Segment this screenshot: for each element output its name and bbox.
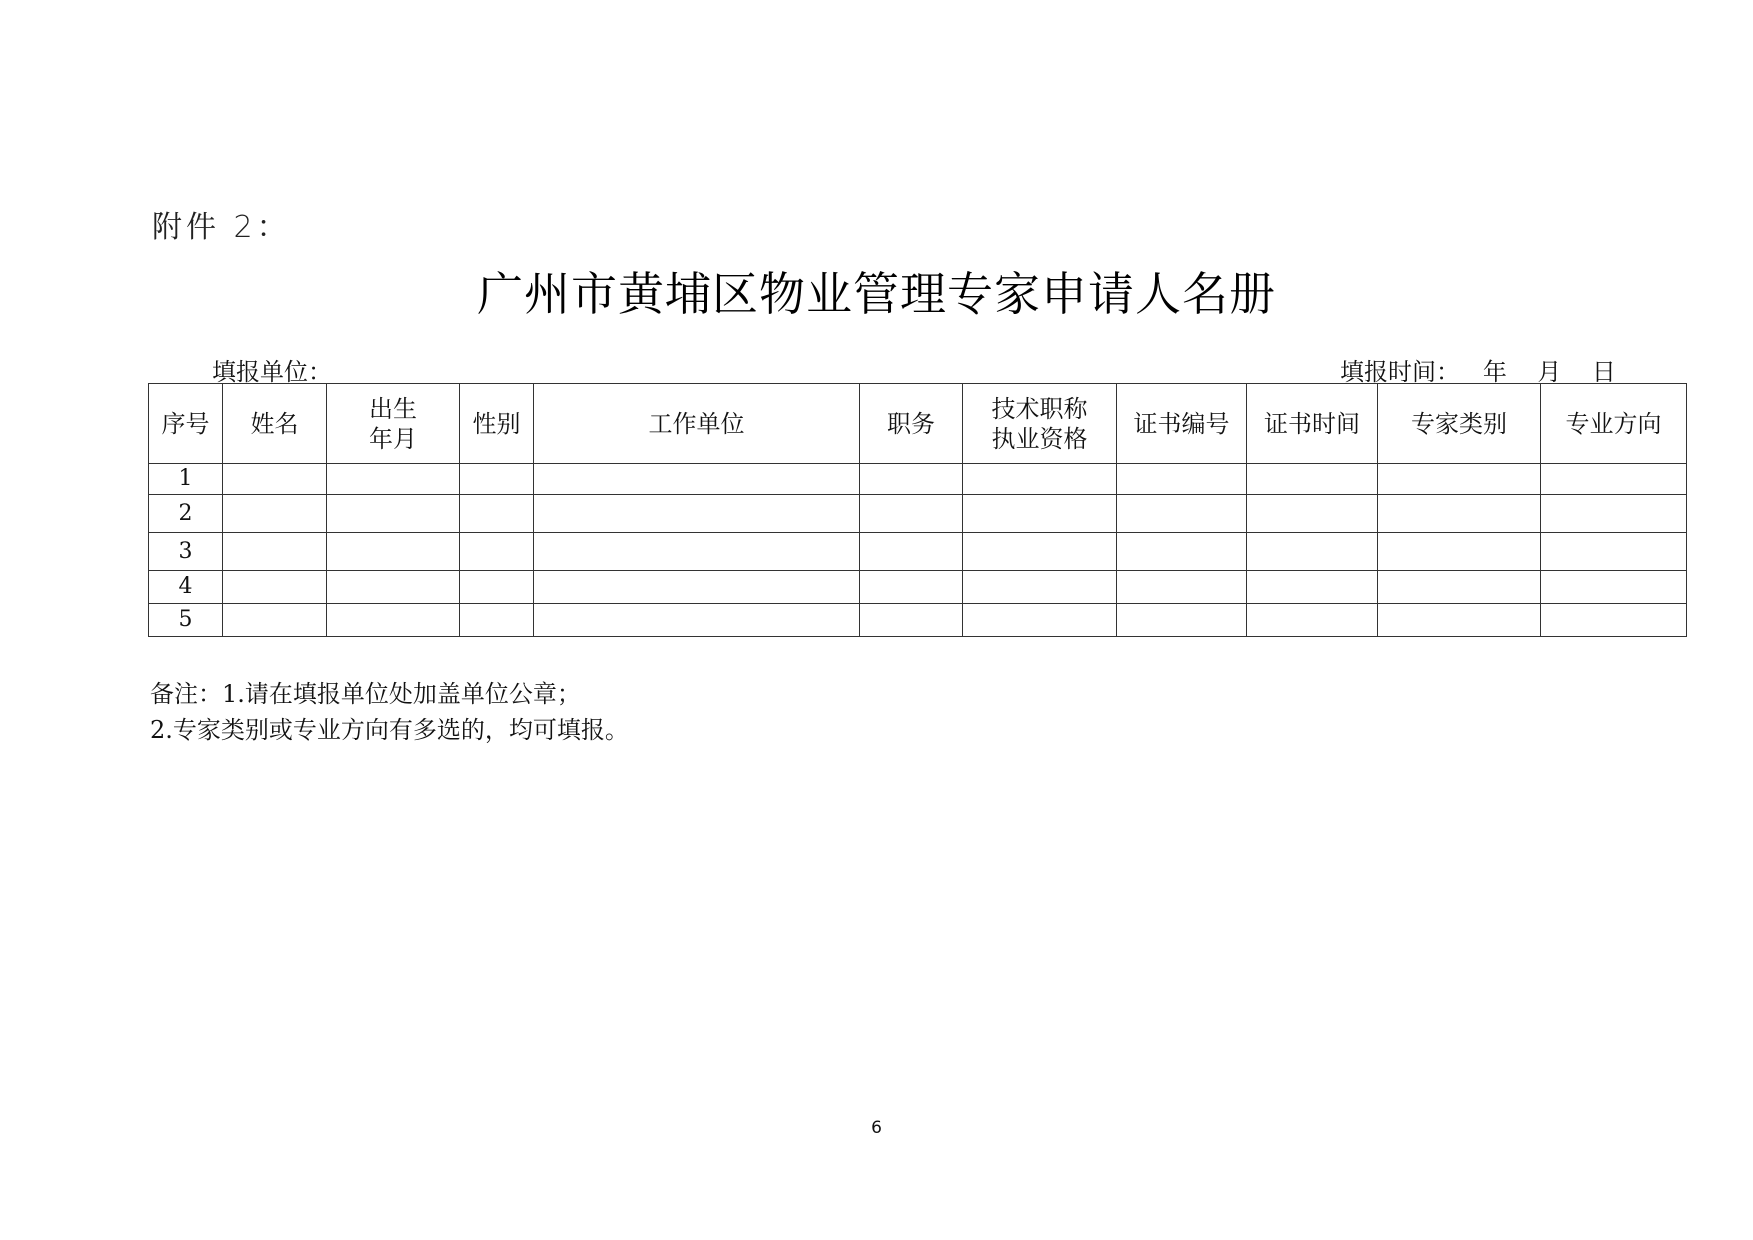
table-cell [223,571,327,604]
table-cell [534,495,860,533]
note-line-1: 备注：1.请在填报单位处加盖单位公章； [150,680,581,708]
table-cell [1247,533,1378,571]
header-cell: 姓名 [223,384,327,464]
row-number: 1 [149,464,223,495]
table-cell [1378,533,1541,571]
table-cell [860,464,963,495]
table-cell [1247,464,1378,495]
table-cell [327,571,460,604]
table-cell [534,571,860,604]
table-header-row [149,384,1687,464]
table-cell [963,571,1117,604]
table-cell [860,495,963,533]
table-row [149,571,1687,604]
table-cell [1117,464,1247,495]
note-line-2: 2.专家类别或专业方向有多选的，均可填报。 [150,716,629,744]
table-cell [963,464,1117,495]
page-number: 6 [871,1118,882,1138]
table-cell [860,571,963,604]
table-cell [1378,571,1541,604]
table-cell [963,604,1117,637]
header-cell: 证书时间 [1247,384,1378,464]
table-cell [1247,604,1378,637]
header-cell: 工作单位 [534,384,860,464]
table-cell [460,604,534,637]
table-cell [534,604,860,637]
table-cell [1117,533,1247,571]
table-cell [327,495,460,533]
row-number: 5 [149,604,223,637]
table-cell [1378,604,1541,637]
table-row [149,464,1687,495]
attachment-label: 附件 2： [152,210,291,245]
table-cell [1541,464,1687,495]
header-cell: 专家类别 [1378,384,1541,464]
table-cell [860,604,963,637]
table-cell [460,533,534,571]
applicant-roster-table [148,383,1687,637]
header-cell: 出生 年月 [327,384,460,464]
header-cell: 证书编号 [1117,384,1247,464]
table-cell [1541,604,1687,637]
table-cell [534,533,860,571]
fill-date-label: 填报时间： 年 月 日 [1340,358,1616,386]
table-cell [223,533,327,571]
table-cell [534,464,860,495]
table-cell [963,495,1117,533]
row-number: 4 [149,571,223,604]
table-cell [223,604,327,637]
table-cell [963,533,1117,571]
table-row [149,533,1687,571]
header-cell: 技术职称 执业资格 [963,384,1117,464]
table-cell [460,571,534,604]
header-cell: 序号 [149,384,223,464]
table-row [149,495,1687,533]
table-row [149,604,1687,637]
notes [150,676,629,748]
table-cell [1541,533,1687,571]
row-number: 3 [149,533,223,571]
header-cell: 专业方向 [1541,384,1687,464]
table-cell [1541,571,1687,604]
row-number: 2 [149,495,223,533]
table-cell [1378,495,1541,533]
table-cell [1117,571,1247,604]
table-cell [327,533,460,571]
table-cell [460,495,534,533]
table-cell [1378,464,1541,495]
fill-unit-label: 填报单位： [212,358,332,386]
table-cell [1247,571,1378,604]
header-cell: 职务 [860,384,963,464]
table-cell [1541,495,1687,533]
table-cell [223,495,327,533]
table-cell [1117,495,1247,533]
table-cell [860,533,963,571]
table-cell [1247,495,1378,533]
table-cell [460,464,534,495]
table-cell [223,464,327,495]
table-cell [1117,604,1247,637]
table-cell [327,464,460,495]
header-cell: 性别 [460,384,534,464]
document-title: 广州市黄埔区物业管理专家申请人名册 [477,267,1276,321]
table-cell [327,604,460,637]
